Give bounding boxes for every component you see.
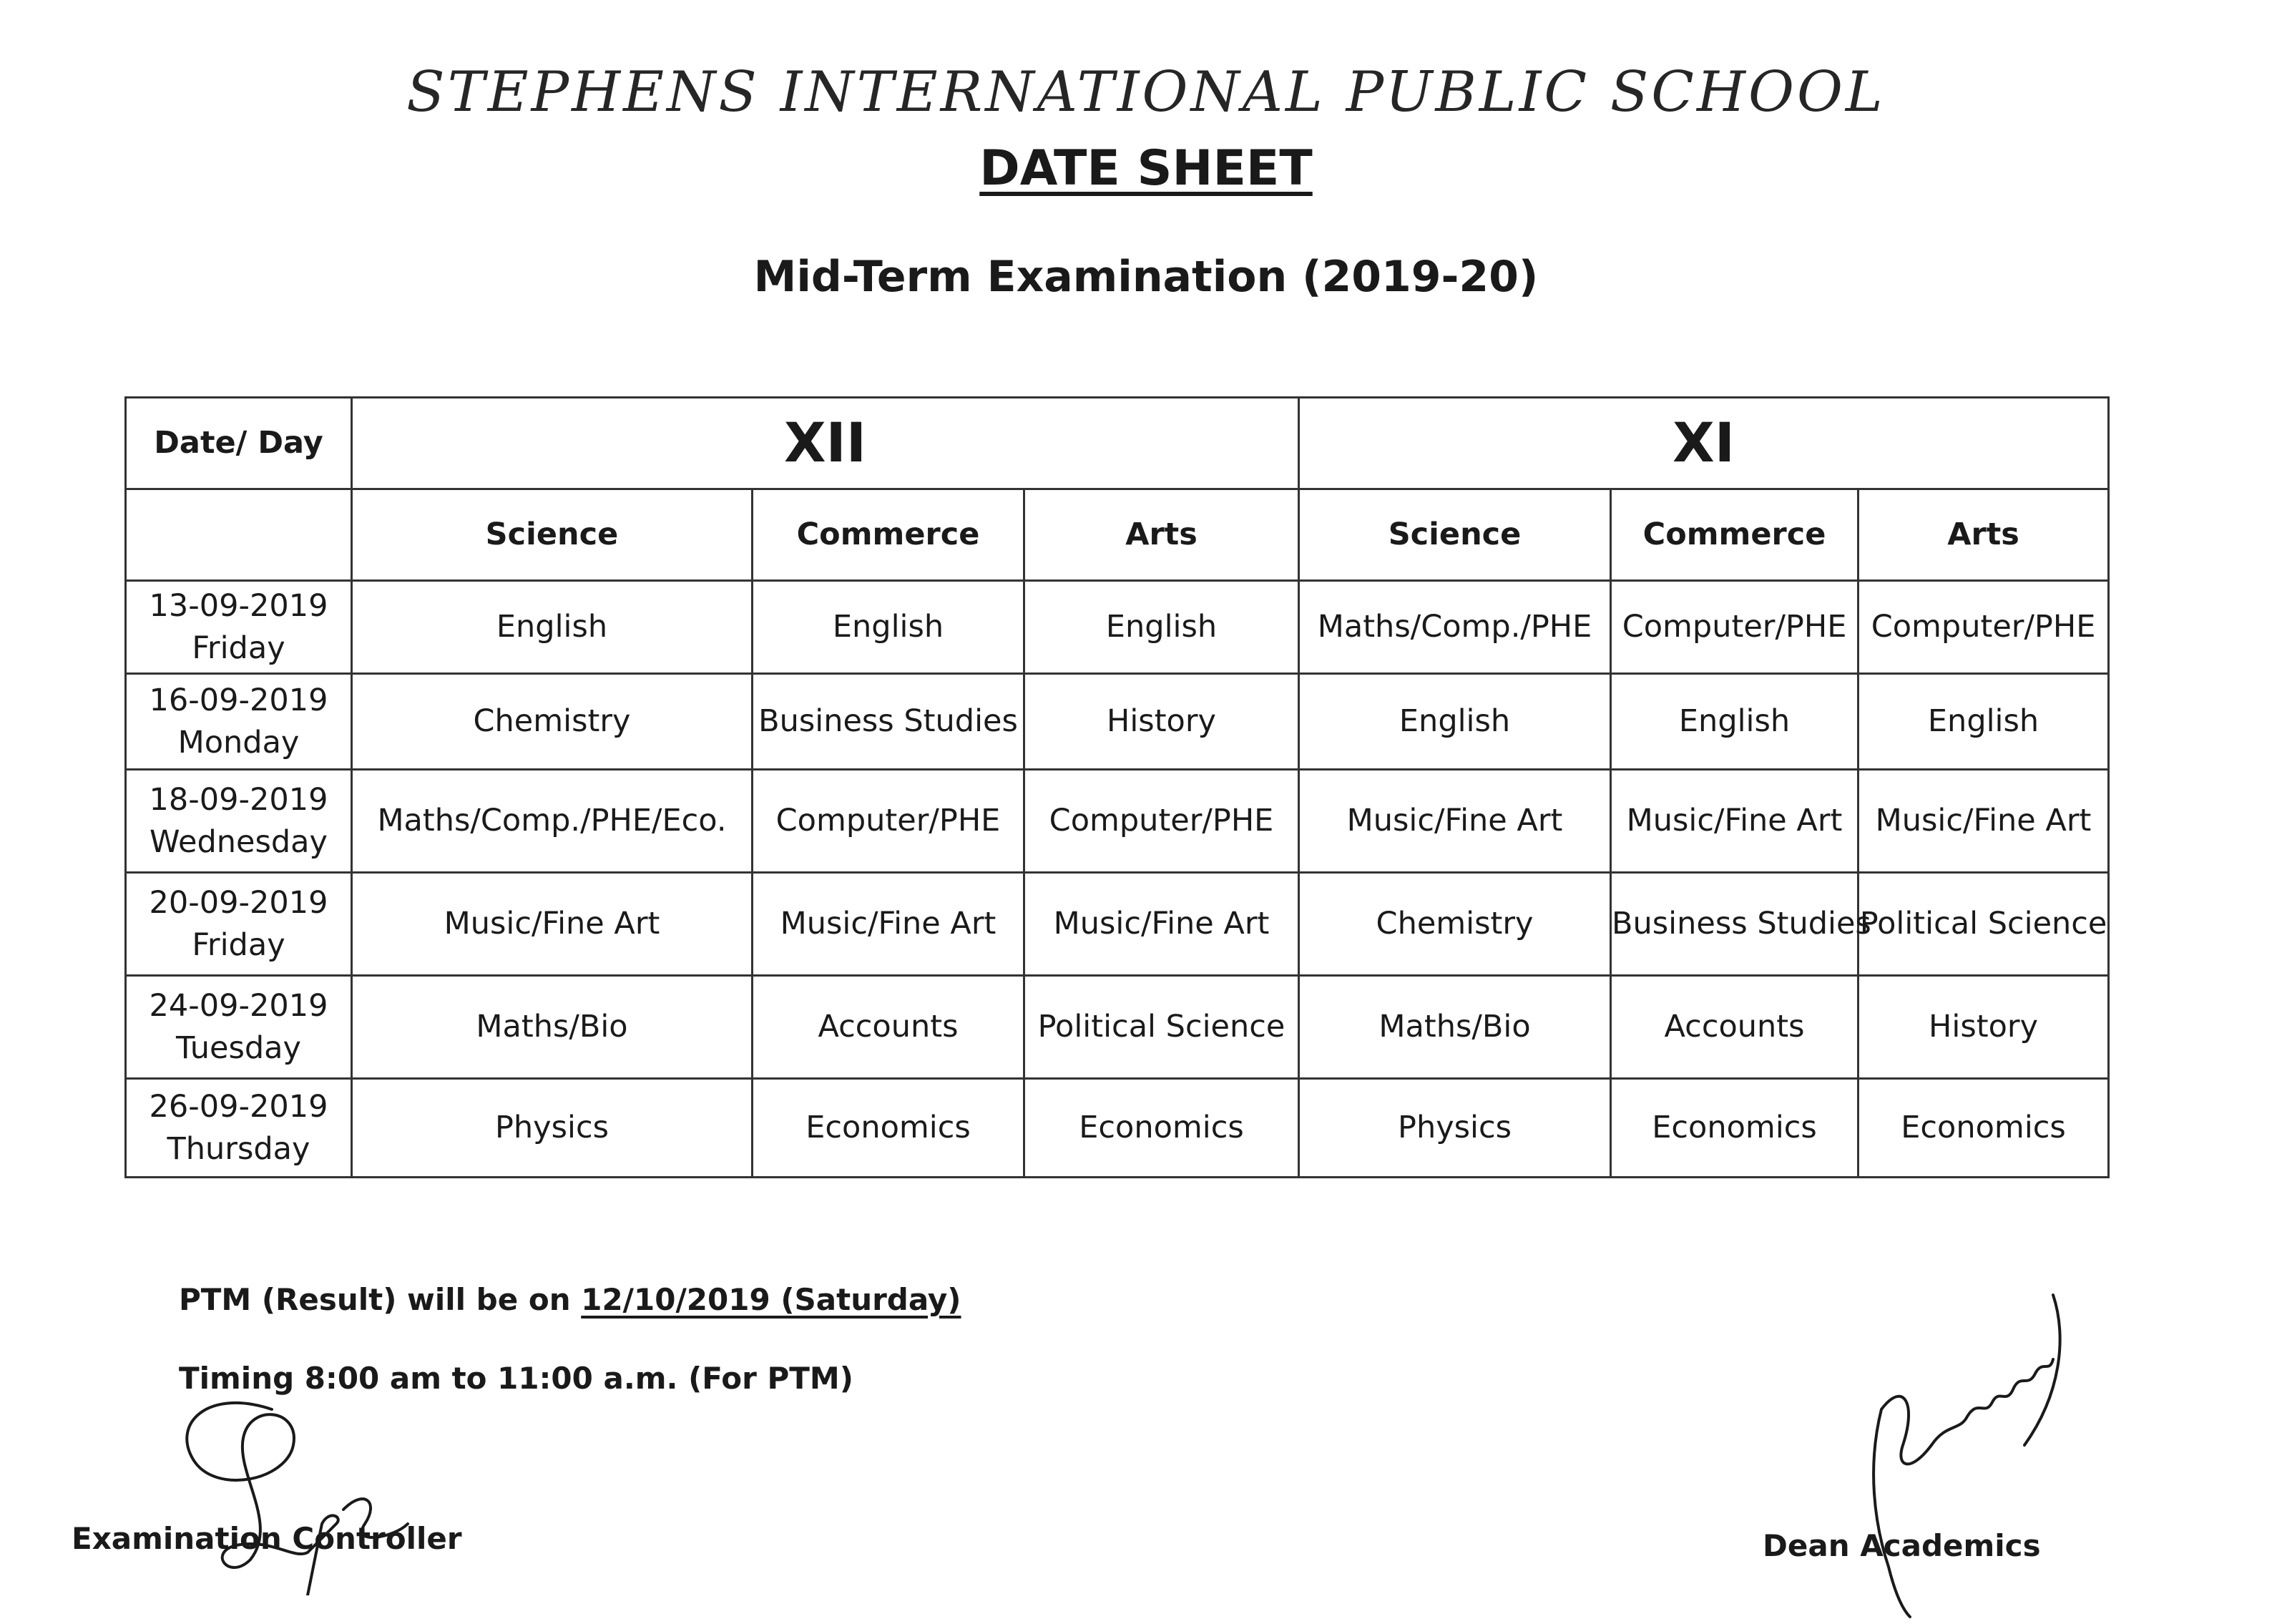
school-name: STEPHENS INTERNATIONAL PUBLIC SCHOOL [406,60,1886,124]
date: 13-09-2019 [149,588,328,625]
class-xii-header: XII [352,398,1299,489]
day: Thursday [167,1130,310,1167]
ptm-date: 12/10/2019 (Saturday) [581,1282,961,1317]
subject-cell: Economics [1611,1079,1858,1178]
subject-cell: Music/Fine Art [1858,770,2109,873]
subject-cell: Accounts [753,976,1024,1079]
subject-cell: English [1858,674,2109,770]
date-day-header: Date/ Day [126,398,352,489]
controller-signature [165,1381,422,1595]
subject-cell: Economics [1858,1079,2109,1178]
subject-cell: Economics [1024,1079,1299,1178]
stream-header: Arts [1858,489,2109,581]
date: 18-09-2019 [149,782,328,818]
subject-cell: Computer/PHE [1858,581,2109,674]
stream-header-row [126,489,2109,581]
dean-academics-label: Dean Academics [1763,1528,2041,1563]
date: 24-09-2019 [149,988,328,1024]
subject-cell: Music/Fine Art [1611,770,1858,873]
stream-header: Commerce [1611,489,1858,581]
subject-cell: Maths/Comp./PHE [1299,581,1611,674]
subject-cell: Maths/Comp./PHE/Eco. [352,770,753,873]
subject-cell: Physics [1299,1079,1611,1178]
subject-cell: Music/Fine Art [1299,770,1611,873]
date-cell [126,976,352,1079]
day: Tuesday [176,1029,301,1066]
subject-cell: Maths/Bio [352,976,753,1079]
subject-cell: Chemistry [1299,873,1611,976]
ptm-text: PTM (Result) will be on [179,1282,582,1317]
examination-controller-label: Examination Controller [72,1521,462,1556]
subject-cell: Political Science [1858,873,2109,976]
date-cell [126,581,352,674]
subject-cell: Political Science [1024,976,1299,1079]
subject-cell: Business Studies [1611,873,1858,976]
exam-title: Mid-Term Examination (2019-20) [753,252,1539,302]
table-row [126,581,2109,674]
class-header-row [126,398,2109,489]
subject-cell: English [1299,674,1611,770]
subject-cell: Music/Fine Art [753,873,1024,976]
class-xi-header: XI [1299,398,2109,489]
subject-cell: Music/Fine Art [1024,873,1299,976]
date-sheet-table [124,396,2110,1178]
dean-signature [1860,1281,2075,1624]
table-row [126,770,2109,873]
stream-header: Arts [1024,489,1299,581]
subject-cell: Accounts [1611,976,1858,1079]
subject-cell: History [1024,674,1299,770]
date-cell [126,1079,352,1178]
date-cell [126,770,352,873]
date-cell [126,674,352,770]
date-sheet-title: DATE SHEET [979,140,1313,197]
day: Friday [192,630,285,666]
subject-cell: Music/Fine Art [352,873,753,976]
subject-cell: Chemistry [352,674,753,770]
table-row [126,873,2109,976]
subject-cell: Computer/PHE [1611,581,1858,674]
day: Monday [177,724,300,760]
subject-cell: English [753,581,1024,674]
subject-cell: History [1858,976,2109,1079]
subject-cell: Maths/Bio [1299,976,1611,1079]
table-row [126,976,2109,1079]
date: 26-09-2019 [149,1089,328,1125]
ptm-note [179,1282,961,1317]
subject-cell: English [1024,581,1299,674]
day: Friday [192,926,285,963]
table-row [126,674,2109,770]
stream-header: Science [1299,489,1611,581]
subject-cell: Physics [352,1079,753,1178]
subject-cell: Computer/PHE [1024,770,1299,873]
subject-cell: English [1611,674,1858,770]
subject-cell: Business Studies [753,674,1024,770]
empty-header-cell [126,489,352,581]
date-cell [126,873,352,976]
stream-header: Science [352,489,753,581]
stream-header: Commerce [753,489,1024,581]
date: 20-09-2019 [149,885,328,921]
subject-cell: Computer/PHE [753,770,1024,873]
ptm-timing: Timing 8:00 am to 11:00 a.m. (For PTM) [179,1361,853,1396]
table-row [126,1079,2109,1178]
day: Wednesday [150,823,328,860]
date: 16-09-2019 [149,683,328,719]
subject-cell: Economics [753,1079,1024,1178]
subject-cell: English [352,581,753,674]
